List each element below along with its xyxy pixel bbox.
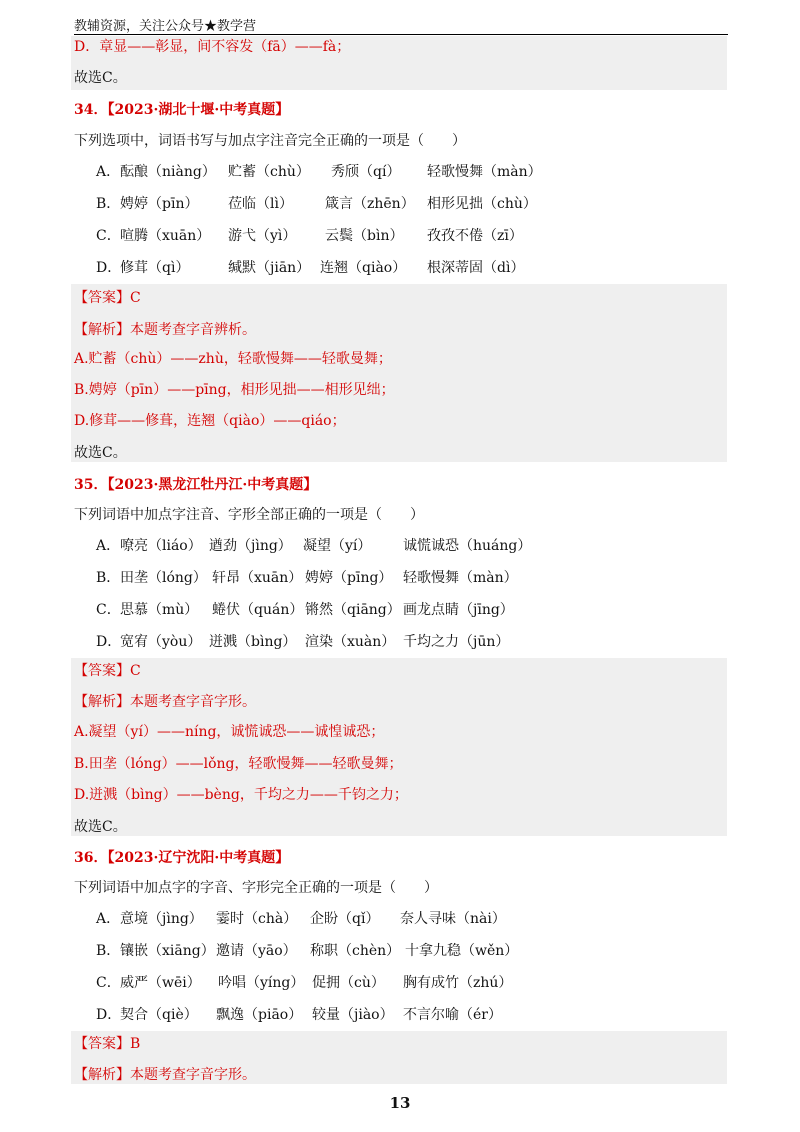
q35-stem: 下列词语中加点字注音、字形全部正确的一项是（ ） (74, 507, 424, 523)
analysis-point: B.娉婷（pīn）——pīng，相形见拙——相形见绌； (74, 382, 395, 398)
q34-title: 34．【2023·湖北十堰·中考真题】 (74, 102, 290, 118)
q34-stem: 下列选项中，词语书写与加点字注音完全正确的一项是（ ） (74, 133, 466, 149)
option-label: B． (96, 570, 121, 586)
option-word: 蜷伏（quán） (212, 602, 304, 618)
conclusion: 故选C。 (74, 70, 127, 86)
analysis-point: D．章显——彰显，间不容发（fā）——fà； (74, 39, 351, 55)
option-word: 十拿九稳（wěn） (405, 943, 519, 959)
option-label: C． (96, 228, 121, 244)
option-label: D． (96, 634, 122, 650)
option-word: 酝酿（niàng） (120, 164, 216, 180)
option-word: 画龙点睛（jīng） (403, 602, 514, 618)
q34-answer: 【答案】C (74, 290, 141, 306)
q34-analysis: 【解析】本题考查字音辨析。 (74, 322, 256, 338)
option-word: 千均之力（jūn） (403, 634, 510, 650)
option-word: 相形见拙（chù） (427, 196, 537, 212)
option-word: 飘逸（piāo） (216, 1007, 303, 1023)
q35-analysis: 【解析】本题考查字音字形。 (74, 694, 256, 710)
q35-answer-block (71, 658, 727, 836)
option-word: 诚慌诚恐（huáng） (403, 538, 532, 554)
page-number: 13 (389, 1094, 411, 1112)
option-label: D． (96, 1007, 122, 1023)
option-word: 胸有成竹（zhú） (403, 975, 513, 991)
option-word: 较量（jiào） (312, 1007, 394, 1023)
option-word: 根深蒂固（dì） (427, 260, 525, 276)
option-word: 轻歌慢舞（màn） (427, 164, 542, 180)
option-word: 邀请（yāo） (216, 943, 297, 959)
option-word: 喧腾（xuān） (120, 228, 211, 244)
option-word: 轩昂（xuān） (212, 570, 303, 586)
q36-title: 36．【2023·辽宁沈阳·中考真题】 (74, 850, 290, 866)
option-word: 娉婷（pīn） (120, 196, 199, 212)
option-word: 嘹亮（liáo） (120, 538, 202, 554)
option-word: 迸溅（bìng） (209, 634, 297, 650)
option-word: 称职（chèn） (310, 943, 401, 959)
option-word: 奈人寻味（nài） (400, 911, 506, 927)
q36-analysis: 【解析】本题考查字音字形。 (74, 1067, 256, 1083)
option-word: 孜孜不倦（zī） (427, 228, 523, 244)
option-word: 吟唱（yíng） (218, 975, 305, 991)
option-word: 不言尔喻（ér） (403, 1007, 502, 1023)
option-word: 宽宥（yòu） (120, 634, 202, 650)
option-label: C． (96, 975, 121, 991)
option-label: A． (96, 538, 121, 554)
option-label: A． (96, 911, 121, 927)
option-word: 遒劲（jìng） (209, 538, 292, 554)
option-word: 契合（qiè） (120, 1007, 198, 1023)
option-word: 渲染（xuàn） (305, 634, 396, 650)
conclusion: 故选C。 (74, 445, 127, 461)
analysis-point: D.修茸——修葺，连翘（qiào）——qiáo； (74, 413, 346, 429)
option-word: 轻歌慢舞（màn） (403, 570, 518, 586)
option-word: 游弋（yì） (228, 228, 297, 244)
analysis-point: A.贮蓄（chù）——zhù，轻歌慢舞——轻歌曼舞； (74, 351, 392, 367)
option-word: 企盼（qǐ） (310, 911, 380, 927)
option-word: 娉婷（pīng） (305, 570, 393, 586)
option-word: 贮蓄（chù） (228, 164, 310, 180)
option-word: 凝望（yí） (303, 538, 372, 554)
analysis-point: A.凝望（yí）——níng，诚慌诚恐——诚惶诚恐； (74, 724, 385, 740)
option-label: B． (96, 943, 121, 959)
q36-answer: 【答案】B (74, 1036, 141, 1052)
option-word: 威严（wēi） (120, 975, 201, 991)
option-word: 霎时（chà） (216, 911, 298, 927)
option-word: 田垄（lóng） (120, 570, 207, 586)
option-word: 云鬓（bìn） (325, 228, 404, 244)
option-label: A． (96, 164, 121, 180)
option-word: 缄默（jiān） (228, 260, 311, 276)
q36-stem: 下列词语中加点字的字音、字形完全正确的一项是（ ） (74, 880, 438, 896)
analysis-point: D.迸溅（bìng）——bèng，千均之力——千钧之力； (74, 787, 408, 803)
analysis-point: B.田垄（lóng）——lǒng，轻歌慢舞——轻歌曼舞； (74, 756, 403, 772)
option-word: 思慕（mù） (120, 602, 199, 618)
option-word: 修茸（qì） (120, 260, 190, 276)
option-word: 镶嵌（xiāng） (120, 943, 215, 959)
q34-answer-block (71, 284, 727, 462)
option-word: 莅临（lì） (228, 196, 293, 212)
conclusion: 故选C。 (74, 819, 127, 835)
option-word: 锵然（qiāng） (305, 602, 401, 618)
option-word: 秀颀（qí） (331, 164, 401, 180)
page-header (74, 14, 728, 35)
option-label: D． (96, 260, 122, 276)
option-word: 连翘（qiào） (320, 260, 407, 276)
option-label: C． (96, 602, 121, 618)
header-text: 教辅资源，关注公众号★教学营 (74, 19, 257, 34)
option-word: 箴言（zhēn） (325, 196, 415, 212)
q35-answer: 【答案】C (74, 663, 141, 679)
option-word: 意境（jìng） (120, 911, 203, 927)
option-word: 促拥（cù） (312, 975, 385, 991)
option-label: B． (96, 196, 121, 212)
q35-title: 35．【2023·黑龙江牡丹江·中考真题】 (74, 477, 318, 493)
